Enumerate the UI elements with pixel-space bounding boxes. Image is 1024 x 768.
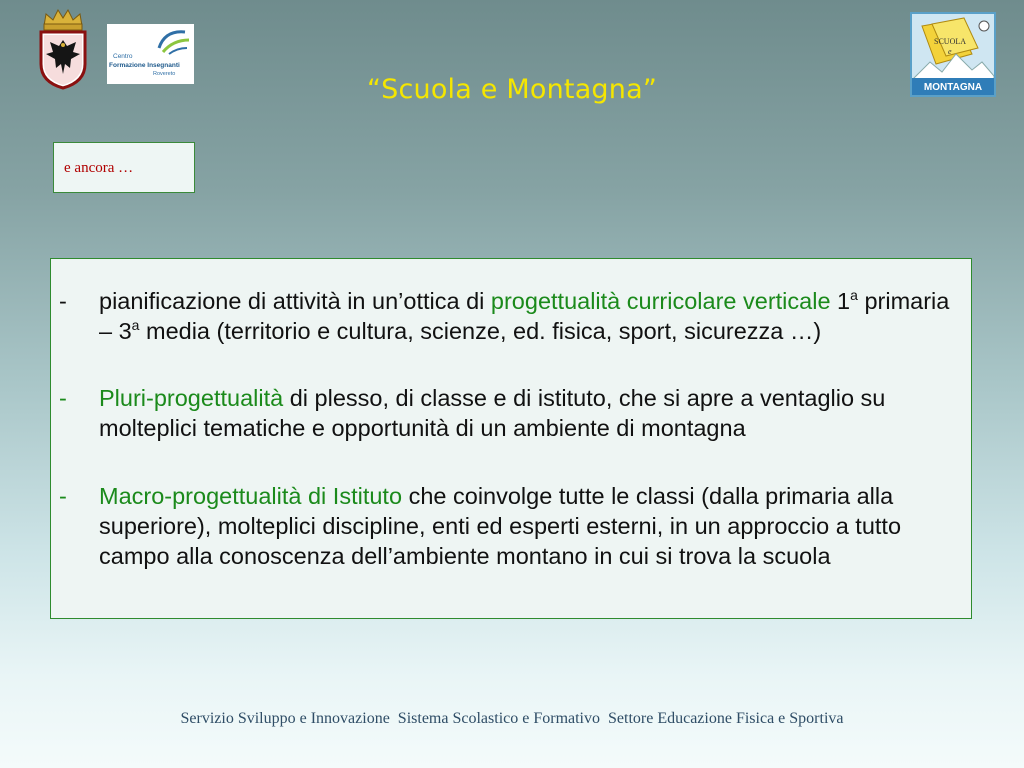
centro-logo-line3: Rovereto <box>153 71 176 77</box>
highlight-text: progettualità curricolare verticale <box>490 288 831 314</box>
bullet-text-1 <box>99 286 959 346</box>
superscript: a <box>850 287 858 303</box>
bullet-text-3 <box>99 481 959 571</box>
bullet-dash: - <box>59 483 67 509</box>
scuola-montagna-logo <box>910 12 996 97</box>
bullet-text-part: primaria – 3 <box>99 288 950 344</box>
subtitle-box <box>53 142 195 193</box>
bullet-text-part: pianificazione di attività in un’ottica di <box>99 288 491 314</box>
highlight-text: Macro-progettualità di Istituto <box>99 483 403 509</box>
bullet-text-part: 1 <box>830 288 851 314</box>
montagna-logo-mid-text: e <box>948 47 952 56</box>
montagna-logo-top-text: SCUOLA <box>934 37 967 46</box>
subtitle-text: e ancora … <box>64 160 134 176</box>
bullet-dash: - <box>59 385 67 411</box>
highlight-text: Pluri-progettualità <box>99 385 284 411</box>
bullet-text-part: di plesso, di classe e di istituto, che si apre a ventaglio su molteplici tematiche e opportunità di un ambiente di montagna <box>99 385 886 441</box>
footer-text: Servizio Sviluppo e Innovazione Sistema Scolastico e Formativo Settore Educazione Fisica e Sportiva <box>180 710 844 727</box>
centro-logo-line2: Formazione Insegnanti <box>109 62 180 69</box>
bullet-text-part: che coinvolge tutte le classi (dalla primaria alla superiore), molteplici discipline, enti ed esperti esterni, in un approccio a tutto campo alla conoscenza dell’ambiente montano in cui si trova la scuola <box>99 483 902 569</box>
centro-logo-line1: Centro <box>113 53 133 60</box>
bullet-text-2 <box>99 383 959 443</box>
content-box <box>50 258 972 619</box>
bullet-dash: - <box>59 288 67 314</box>
swoosh-icon <box>155 26 191 56</box>
bullet-text-part: media (territorio e cultura, scienze, ed. fisica, sport, sicurezza …) <box>139 318 822 344</box>
slide-title: “Scuola e Montagna” <box>366 74 658 105</box>
montagna-logo-bottom-text: MONTAGNA <box>923 82 983 93</box>
superscript: a <box>131 317 140 333</box>
